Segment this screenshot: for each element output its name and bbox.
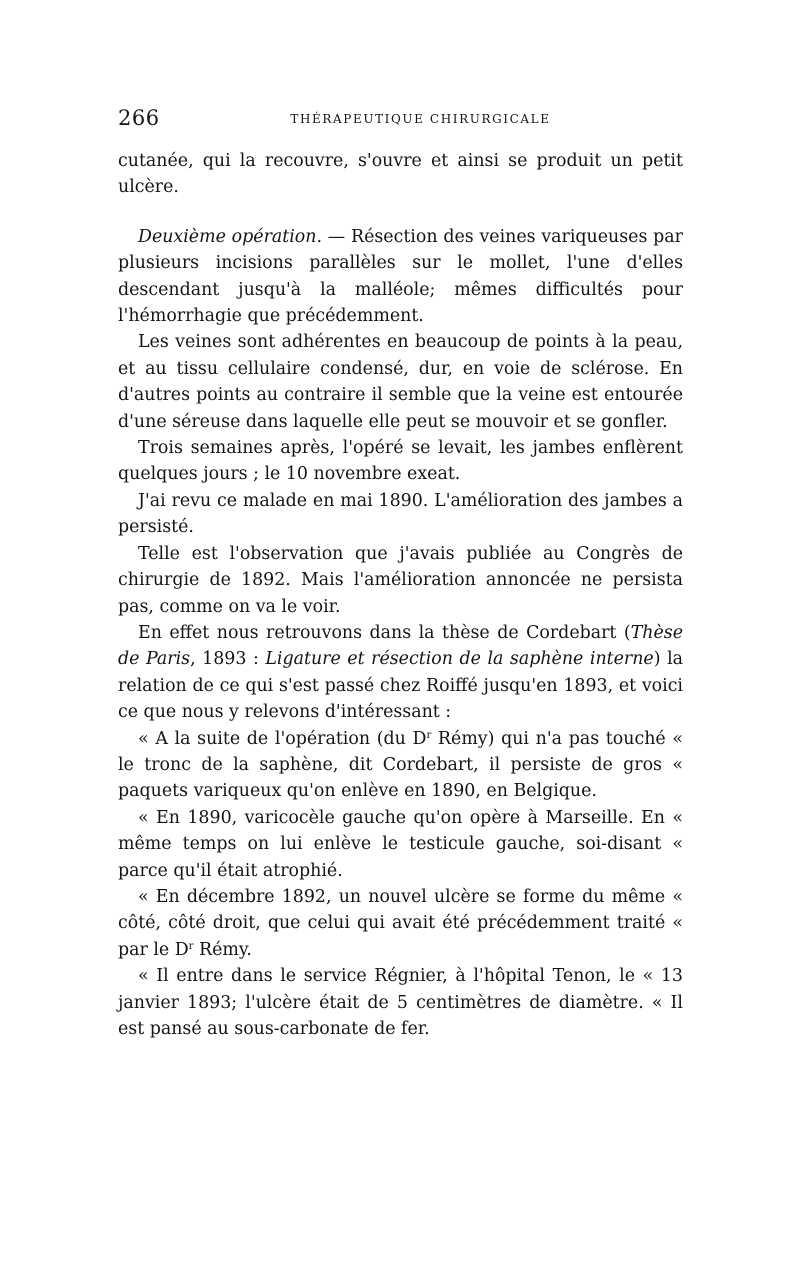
paragraph-2 — [118, 224, 683, 330]
quote-2: « En 1890, varicocèle gauche qu'on opère à Marseille. En « même temps on lui enlève le testicule gauche, soi-disant « parce qu'il était atrophié. — [118, 807, 683, 881]
body-text — [118, 148, 683, 1042]
page-number: 266 — [118, 106, 160, 130]
quote-4: « Il entre dans le service Régnier, à l'hôpital Tenon, le « 13 janvier 1893; l'ulcère était de 5 centimètres de diamètre. « Il est pansé au sous-carbonate de fer. — [118, 966, 683, 1039]
page-header — [118, 106, 683, 140]
paragraph-3: Les veines sont adhérentes en beaucoup de points à la peau, et au tissu cellulaire condensé, dur, en voie de sclérose. En d'autres points au contraire il semble que la veine est entourée d'une séreuse dans laquelle elle peut se mouvoir et se gonfler. — [118, 332, 683, 432]
paragraph-2-text: — Résection des veines variqueuses par plusieurs incisions parallèles sur le mollet, l'une d'elles descendant jusqu'à la malléole; mêmes difficultés pour l'hémorrhagie que précédemment. — [118, 226, 683, 327]
paragraph-6: Telle est l'observation que j'avais publiée au Congrès de chirurgie de 1892. Mais l'amélioration annoncée ne persista pas, comme on va le voir. — [118, 543, 683, 617]
thesis-title: Ligature et résection de la saphène interne — [265, 649, 654, 670]
section-title: Deuxième opération. — [138, 226, 322, 247]
paragraph-5: J'ai revu ce malade en mai 1890. L'amélioration des jambes a persisté. — [118, 490, 683, 538]
thesis-reference: Thèse de Paris — [118, 622, 683, 670]
quote-1: « A la suite de l'opération (du $D^r$ Rémy) qui n'a pas touché « le tronc de la saphène, dit Cordebart, il persiste de gros « paquets variqueux qu'on enlève en 1890, en Belgique. — [118, 728, 683, 802]
paragraph-1: cutanée, qui la recouvre, s'ouvre et ainsi se produit un petit ulcère. — [118, 151, 683, 198]
running-title: THÉRAPEUTIQUE CHIRURGICALE — [290, 112, 551, 126]
paragraph-4: Trois semaines après, l'opéré se levait, les jambes enflèrent quelques jours ; le 10 novembre exeat. — [118, 438, 683, 485]
quote-3: « En décembre 1892, un nouvel ulcère se forme du même « côté, côté droit, que celui qui avait été précédemment traité « par le $D^r$ Rémy. — [118, 886, 683, 960]
paragraph-7: En effet nous retrouvons dans la thèse de Cordebart (Thèse de Paris, 1893 : Ligature et résection de la saphène interne) la relation de ce qui s'est passé chez Roiffé jusqu'en 1893, et voici ce que nous y relevons d'intéressant : — [118, 622, 683, 723]
